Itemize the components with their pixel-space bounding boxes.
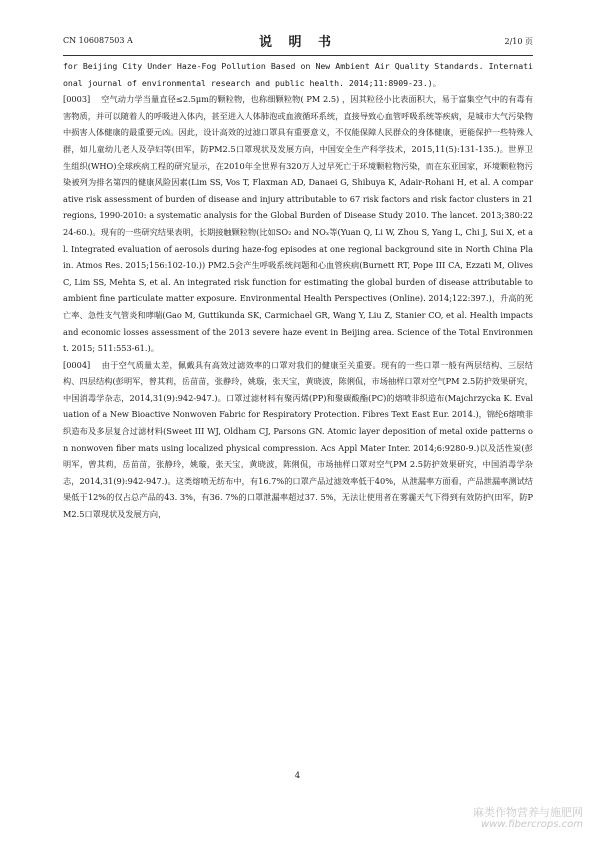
paragraph-tag: [0004]: [63, 359, 91, 370]
description-body: [63, 58, 533, 523]
site-watermark: [473, 806, 583, 831]
reference-continuation: for Beijing City Under Haze-Fog Pollution Based on New Ambient Air Quality Standards. International journal of environmental research and public health. 2014;11:8909-23.)。: [63, 61, 533, 88]
paragraph-text: 空气动力学当量直径≤2.5μm的颗粒物，也称细颗粒物( PM 2.5) ，因其粒径小比表面积大，易于富集空气中的有毒有害物质，并可以随着人的呼吸进入体内，甚至进入人体肺泡或血液循环系统，直接导致心血管呼吸系统等疾病，是城市大气污染物中损害人体健康的最重要元凶。因此，设计高效的过滤口罩具有重要意义，不仅能保障人民群众的身体健康，更能保护一些特殊人群，如儿童幼儿老人及孕妇等(田军，防PM2.5口罩现状及发展方向，中国安全生产科学技术，2015,11(5):131-135.)。世界卫生组织(WHO)全球疾病工程的研究显示，在2010年全世界有320万人过早死亡于环境颗粒物污染，而在东亚国家，环境颗粒物污染被列为排名第四的健康风险因素(Lim SS, Vos T, Flaxman AD, Danaei G, Shibuya K, Adair-Rohani H, et al. A comparative risk assessment of burden of disease and injury attributable to 67 risk factors and risk factor clusters in 21 regions, 1990-2010: a systematic analysis for the Global Burden of Disease Study 2010. The lancet. 2013;380:2224-60.)。现有的一些研究结果表明，长期接触颗粒物(比如SO₂ and NOₓ等(Yuan Q, Li W, Zhou S, Yang L, Chi J, Sui X, et al. Integrated evaluation of aerosols during haze-fog episodes at one regional background site in North China Plain. Atmos Res. 2015;156:102-10.)) PM2.5会产生呼吸系统问题和心血管疾病(Burnett RT, Pope III CA, Ezzati M, Olives C, Lim SS, Mehta S, et al. An integrated risk function for estimating the global burden of disease attributable to ambient fine particulate matter exposure. Environmental Health Perspectives (Online). 2014;122:397.)，升高的死亡率、急性支气管炎和哮喘(Gao M, Guttikunda SK, Carmichael GR, Wang Y, Liu Z, Stanier CO, et al. Health impacts and economic losses assessment of the 2013 severe haze event in Beijing area. Science of the Total Environment. 2015; 511:553-61.)。: [63, 94, 534, 354]
document-title: 说 明 书: [258, 35, 338, 50]
page-number: 4: [294, 771, 301, 781]
watermark-name: 麻类作物营养与施肥网: [473, 806, 583, 819]
paragraph-0004: [63, 357, 533, 523]
paragraph-text: 由于空气质量太差，佩戴具有高效过滤效率的口罩对我们的健康至关重要。现有的一些口罩一般有两层结构、三层结构、四层结构(彭明军，曾其莉，岳苗苗，张静玲，姚璇，张天宝，黄晓波，陈俐侃，市场抽样口罩对空气PM 2.5防护效果研究，中国消毒学杂志，2014,31(9):942-947.)。口罩过滤材料有聚丙烯(PP)和聚碳酸酯(PC)的熔喷非织造布(Majchrzycka K. Evaluation of a New Bioactive Nonwoven Fabric for Respiratory Protection. Fibres Text East Eur. 2014.)，锦纶6熔喷非织造布及多层复合过滤材料(Sweet III WJ, Oldham CJ, Parsons GN. Atomic layer deposition of metal oxide patterns on nonwoven fiber mats using localized physical compression. Acs Appl Mater Inter. 2014;6:9280-9.)以及活性炭(彭明军，曾其莉，岳苗苗，张静玲，姚璇，张天宝，黄晓波，陈俐侃，市场抽样口罩对空气PM 2.5防护效果研究，中国消毒学杂志，2014,31(9):942-947.)。这类熔喷无纺布中，有16.7%的口罩产品过滤效率低于40%，从泄漏率方面看，产品泄漏率测试结果低于12%的仅占总产品的43. 3%，有36. 7%的口罩泄漏率超过37. 5%，无法让使用者在雾霾天气下得到有效防护(田军，防PM2.5口罩现状及发展方向，: [63, 359, 533, 520]
watermark-url: www.fibercrops.com: [481, 819, 583, 830]
paragraph-0003: [63, 91, 533, 357]
paragraph-tag: [0003]: [63, 94, 91, 105]
header-rule: [63, 55, 533, 56]
patent-number: CN 106087503 A: [63, 36, 133, 45]
page-indicator: 2/10 页: [504, 37, 533, 46]
page-header: [63, 30, 533, 54]
